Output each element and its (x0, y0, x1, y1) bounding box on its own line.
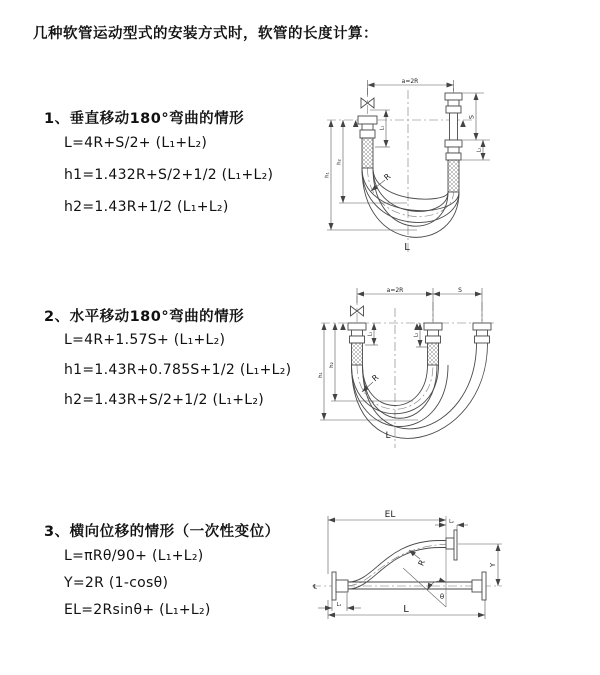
hose-and-flanges (332, 530, 486, 600)
section3-heading: 3、横向位移的情形（一次性变位） (44, 524, 280, 540)
section2-formula-h2: h2=1.43R+S/2+1/2 (L₁+L₂) (64, 392, 265, 408)
section3-formula-L: L=πRθ/90+ (L₁+L₂) (64, 548, 204, 564)
y-dim-label: Y (489, 562, 497, 568)
section1-formula-h2: h2=1.43R+1/2 (L₁+L₂) (64, 199, 229, 215)
section1-formula-L: L=4R+S/2+ (L₁+L₂) (64, 135, 208, 151)
diagram-lateral-displacement (300, 502, 600, 652)
dimension-lines (320, 288, 482, 420)
dimension-lines (318, 516, 502, 619)
diagram2-labels (318, 287, 462, 441)
dimension-lines (324, 80, 490, 230)
length-label: L (385, 431, 391, 441)
dim-label-l1: L₁ (379, 125, 386, 131)
radius-label: R (382, 171, 393, 183)
dim-label-h2: h₂ (336, 159, 343, 165)
dim-label-stroke-s: S (467, 114, 476, 120)
section3-formula-EL: EL=2Rsinθ+ (L₁+L₂) (64, 602, 211, 618)
section2-formula-h1: h1=1.43R+0.785S+1/2 (L₁+L₂) (64, 362, 292, 378)
dim-label-l2: L₂ (413, 332, 420, 338)
hose-arcs (362, 168, 459, 237)
page-title: 几种软管运动型式的安装方式时，软管的长度计算： (33, 26, 378, 42)
dim-label-span: a=2R (401, 78, 419, 85)
section3-formula-Y: Y=2R (1-cosθ) (64, 575, 169, 591)
dim-label-stroke-s: S (458, 287, 462, 294)
dim-label-h1: h₁ (318, 372, 324, 378)
dim-label-h1: h₁ (324, 172, 331, 178)
el-dim-label: EL (384, 510, 396, 520)
diagram-vertical-180-bend (312, 72, 597, 262)
dim-label-h2: h₂ (329, 362, 335, 368)
diagram-horizontal-180-bend (308, 280, 600, 452)
radius-label: R (370, 372, 381, 384)
section2-heading: 2、水平移动180°弯曲的情形 (44, 309, 245, 325)
dim-label-l1: L₁ (336, 602, 342, 608)
centerline-symbol: ℄ (313, 583, 317, 591)
diagram3-labels (313, 510, 497, 615)
dim-label-l2: L₂ (449, 519, 454, 525)
length-label: L (403, 604, 409, 615)
dim-label-l2: L₂ (476, 147, 483, 153)
theta-label: θ (439, 593, 445, 601)
dim-label-l1: L₁ (367, 331, 374, 337)
radius-label: R (416, 558, 427, 568)
section1-heading: 1、垂直移动180°弯曲的情形 (44, 111, 245, 127)
dim-label-span: a=2R (386, 287, 404, 294)
section1-formula-h1: h1=1.432R+S/2+1/2 (L₁+L₂) (64, 167, 274, 183)
hose-arcs (352, 343, 488, 438)
length-label: L (404, 242, 410, 253)
centerlines (321, 296, 494, 448)
section2-formula-L: L=4R+1.57S+ (L₁+L₂) (64, 332, 226, 348)
